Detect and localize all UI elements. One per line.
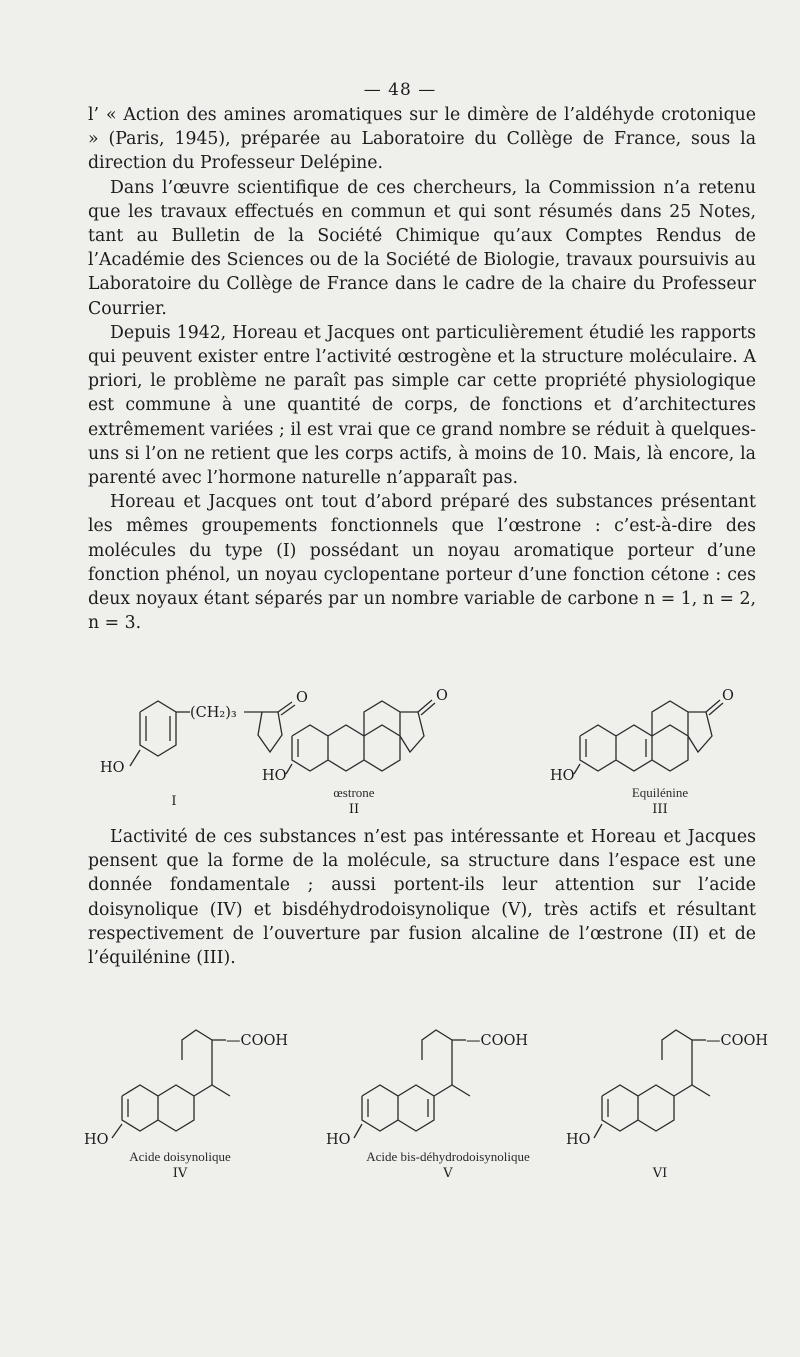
acid-label: —COOH	[226, 1033, 289, 1049]
acid-label: —COOH	[706, 1033, 769, 1049]
ho-label: HO	[566, 1132, 591, 1148]
structure-numeral: III	[652, 802, 668, 817]
figure-structures-1	[0, 650, 800, 830]
ho-label: HO	[100, 760, 125, 776]
text-block-bottom	[88, 825, 756, 970]
oxo-label: O	[296, 690, 308, 706]
oxo-label: O	[436, 688, 448, 704]
structure-numeral: VI	[652, 1166, 668, 1181]
structure-caption: Acide bis-déhydrodoisynolique	[366, 1149, 530, 1164]
structure-III	[550, 688, 734, 817]
paragraph: L’activité de ces substances n’est pas intéressante et Horeau et Jacques pensent que la forme de la molécule, sa structure dans l’espace est une donnée fondamentale ; aussi portent-ils leur attention sur l’acide doisynolique (IV) et bisdéhydrodoisynolique (V), très actifs et résultant respectivement de l’ouverture par fusion alcaline de l’œstrone (II) et de l’équilénine (III).	[88, 827, 756, 969]
structure-II	[262, 688, 448, 817]
paragraph: Horeau et Jacques ont tout d’abord préparé des substances présentant les mêmes groupements fonctionnels que l’œstrone : c’est-à-dire des molécules du type (I) possédant un noyau aromatique porteur d’une fonction phénol, un noyau cyclopentane porteur d’une fonction cétone : ces deux noyaux étant séparés par un nombre variable de carbone n = 1, n = 2, n = 3.	[88, 492, 756, 634]
structure-numeral: I	[171, 794, 177, 809]
structure-numeral: II	[348, 802, 360, 817]
structure-caption: œstrone	[333, 785, 375, 800]
structure-V	[326, 1030, 530, 1181]
paragraph: Depuis 1942, Horeau et Jacques ont particulièrement étudié les rapports qui peuvent exister entre l’activité œstrogène et la structure moléculaire. A priori, le problème ne paraît pas simple car cette propriété physiologique est commune à une quantité de corps, de fonctions et d’architectures extrêmement variées ; il est vrai que ce grand nombre se réduit à quelques-uns si l’on ne retient que les corps actifs, à moins de 10. Mais, là encore, la parenté avec l’hormone naturelle n’apparaît pas.	[88, 322, 756, 489]
paragraph: Dans l’œuvre scientifique de ces chercheurs, la Commission n’a retenu que les travaux effectués en commun et qui sont résumés dans 25 Notes, tant au Bulletin de la Société Chimique qu’aux Comptes Rendus de l’Académie des Sciences ou de la Société de Biologie, travaux poursuivis au Laboratoire du Collège de France dans le cadre de la chaire du Professeur Courrier.	[88, 177, 756, 319]
structure-caption: Acide doisynolique	[129, 1149, 231, 1164]
structure-I	[100, 690, 308, 809]
structure-numeral: IV	[172, 1166, 188, 1181]
chain-label: (CH₂)₃	[190, 705, 237, 721]
text-block-top	[88, 103, 756, 635]
paragraph: l’ « Action des amines aromatiques sur le dimère de l’aldéhyde crotonique » (Paris, 1945), préparée au Laboratoire du Collège de France, sous la direction du Professeur Delépine.	[88, 105, 756, 174]
figure-structures-2	[0, 1010, 800, 1185]
structure-numeral: V	[443, 1166, 453, 1181]
ho-label: HO	[326, 1132, 351, 1148]
oxo-label: O	[722, 688, 734, 704]
structure-IV	[84, 1030, 288, 1181]
acid-label: —COOH	[466, 1033, 529, 1049]
ho-label: HO	[262, 768, 287, 784]
page-number: — 48 —	[363, 80, 437, 100]
ho-label: HO	[84, 1132, 109, 1148]
structure-VI	[566, 1030, 768, 1181]
ho-label: HO	[550, 768, 575, 784]
structure-caption: Equilénine	[631, 785, 689, 800]
